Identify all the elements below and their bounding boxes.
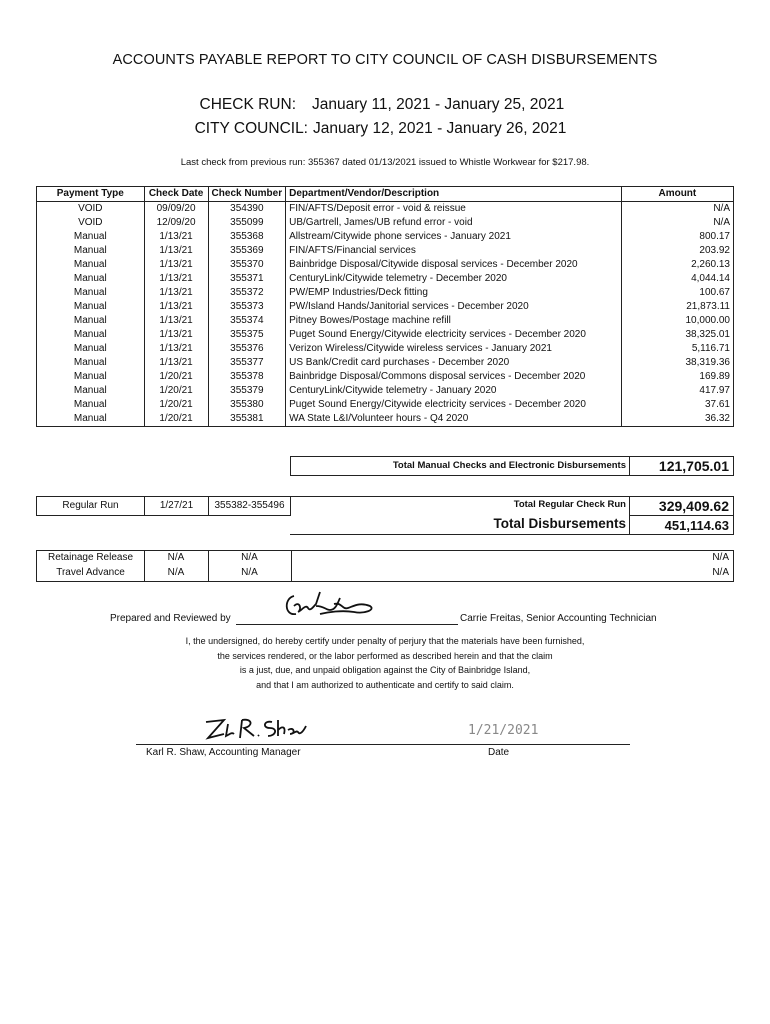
regular-run-range: 355382-355496 xyxy=(214,500,285,511)
payment-type-cell: Manual xyxy=(37,230,145,244)
regular-run-label: Total Regular Check Run xyxy=(513,499,626,510)
check-number-cell: 355381 xyxy=(208,412,286,427)
description-cell: Puget Sound Energy/Citywide electricity services - December 2020 xyxy=(286,398,622,412)
description-cell: Pitney Bowes/Postage machine refill xyxy=(286,314,622,328)
description-cell: FIN/AFTS/Deposit error - void & reissue xyxy=(286,202,622,217)
description-cell: CenturyLink/Citywide telemetry - December 2020 xyxy=(286,272,622,286)
check-date-cell: 1/20/21 xyxy=(144,384,208,398)
payment-type-cell: Manual xyxy=(37,314,145,328)
description-cell: Allstream/Citywide phone services - January 2021 xyxy=(286,230,622,244)
city-council-line xyxy=(0,120,770,140)
table-row xyxy=(37,342,734,356)
check-date-cell: 1/13/21 xyxy=(144,244,208,258)
retainage-number: N/A xyxy=(241,552,258,563)
travel-date: N/A xyxy=(167,567,185,578)
payment-type-cell: Manual xyxy=(37,412,145,427)
payment-type-cell: Manual xyxy=(37,356,145,370)
header-check-date: Check Date xyxy=(144,187,208,202)
certification-line: I, the undersigned, do hereby certify under penalty of perjury that the materials have been furnished, xyxy=(185,636,585,646)
check-date-cell: 1/13/21 xyxy=(144,258,208,272)
certification-line: and that I am authorized to authenticate and certify to said claim. xyxy=(256,679,514,690)
total-manual-label: Total Manual Checks and Electronic Disbursements xyxy=(392,460,626,471)
table-row xyxy=(37,258,734,272)
travel-type: Travel Advance xyxy=(56,567,125,578)
certification-text xyxy=(0,634,770,692)
check-number-cell: 355370 xyxy=(208,258,286,272)
regular-run-label-box xyxy=(290,496,630,516)
header-amount: Amount xyxy=(621,187,733,202)
city-council-label: CITY COUNCIL: xyxy=(194,120,308,137)
preparer-signature xyxy=(280,588,380,624)
check-number-cell: 355377 xyxy=(208,356,286,370)
payment-type-cell: Manual xyxy=(37,300,145,314)
check-date-cell: 1/13/21 xyxy=(144,272,208,286)
certification-line: the services rendered, or the labor performed as described herein and that the claim xyxy=(217,650,553,661)
amount-cell: 21,873.11 xyxy=(621,300,733,314)
regular-run-amount-box xyxy=(629,496,734,516)
regular-run-range-box xyxy=(208,496,291,516)
date-label: Date xyxy=(488,747,510,758)
payment-type-cell: Manual xyxy=(37,370,145,384)
table-row xyxy=(37,384,734,398)
regular-run-date-box xyxy=(144,496,209,516)
retainage-date: N/A xyxy=(167,552,185,563)
total-disbursements-amount-box xyxy=(629,515,734,535)
check-run-line xyxy=(0,96,770,116)
manager-signature-line xyxy=(136,744,630,745)
payment-type-cell: VOID xyxy=(37,216,145,230)
check-number-cell: 355099 xyxy=(208,216,286,230)
regular-run-type-box xyxy=(36,496,145,516)
check-number-cell: 355378 xyxy=(208,370,286,384)
description-cell: Verizon Wireless/Citywide wireless services - January 2021 xyxy=(286,342,622,356)
description-cell: PW/Island Hands/Janitorial services - December 2020 xyxy=(286,300,622,314)
check-number-cell: 355379 xyxy=(208,384,286,398)
table-row xyxy=(37,314,734,328)
check-date-cell: 1/20/21 xyxy=(144,398,208,412)
check-number-cell: 355373 xyxy=(208,300,286,314)
amount-cell: 37.61 xyxy=(621,398,733,412)
description-cell: UB/Gartrell, James/UB refund error - void xyxy=(286,216,622,230)
table-row xyxy=(37,230,734,244)
description-cell: PW/EMP Industries/Deck fitting xyxy=(286,286,622,300)
payment-type-cell: Manual xyxy=(37,258,145,272)
amount-cell: N/A xyxy=(621,202,733,217)
amount-cell: 2,260.13 xyxy=(621,258,733,272)
check-date-cell: 12/09/20 xyxy=(144,216,208,230)
check-date-cell: 1/20/21 xyxy=(144,370,208,384)
disbursement-table xyxy=(36,186,734,427)
amount-cell: 417.97 xyxy=(621,384,733,398)
description-cell: CenturyLink/Citywide telemetry - January 2020 xyxy=(286,384,622,398)
amount-cell: 800.17 xyxy=(621,230,733,244)
payment-type-cell: Manual xyxy=(37,328,145,342)
check-date-cell: 1/13/21 xyxy=(144,342,208,356)
payment-type-cell: VOID xyxy=(37,202,145,217)
payment-type-cell: Manual xyxy=(37,398,145,412)
amount-cell: 38,319.36 xyxy=(621,356,733,370)
payment-type-cell: Manual xyxy=(37,384,145,398)
prepared-name: Carrie Freitas, Senior Accounting Technician xyxy=(460,613,657,624)
description-cell: FIN/AFTS/Financial services xyxy=(286,244,622,258)
amount-cell: 38,325.01 xyxy=(621,328,733,342)
check-date-cell: 1/13/21 xyxy=(144,230,208,244)
amount-cell: 100.67 xyxy=(621,286,733,300)
manager-name: Karl R. Shaw, Accounting Manager xyxy=(146,747,301,758)
total-disbursements-amount: 451,114.63 xyxy=(664,518,729,533)
amount-cell: N/A xyxy=(621,216,733,230)
check-number-cell: 355368 xyxy=(208,230,286,244)
city-council-value: January 12, 2021 - January 26, 2021 xyxy=(313,120,567,137)
header-description: Department/Vendor/Description xyxy=(286,187,622,202)
description-cell: Puget Sound Energy/Citywide electricity services - December 2020 xyxy=(286,328,622,342)
check-number-cell: 355375 xyxy=(208,328,286,342)
table-row xyxy=(37,398,734,412)
check-date-cell: 1/20/21 xyxy=(144,412,208,427)
signature-date: 1/21/2021 xyxy=(468,723,539,738)
total-manual-amount-box xyxy=(629,456,734,476)
amount-cell: 169.89 xyxy=(621,370,733,384)
check-number-cell: 355380 xyxy=(208,398,286,412)
total-disbursements-label: Total Disbursements xyxy=(493,516,626,531)
amount-cell: 5,116.71 xyxy=(621,342,733,356)
table-row xyxy=(37,272,734,286)
table-row xyxy=(37,300,734,314)
travel-number: N/A xyxy=(241,567,258,578)
total-manual-amount: 121,705.01 xyxy=(658,458,729,474)
total-disbursements-label-box xyxy=(290,515,630,535)
payment-type-cell: Manual xyxy=(37,244,145,258)
check-number-cell: 355372 xyxy=(208,286,286,300)
check-number-cell: 355371 xyxy=(208,272,286,286)
check-number-cell: 355374 xyxy=(208,314,286,328)
payment-type-cell: Manual xyxy=(37,272,145,286)
check-date-cell: 1/13/21 xyxy=(144,300,208,314)
amount-cell: 203.92 xyxy=(621,244,733,258)
check-date-cell: 1/13/21 xyxy=(144,314,208,328)
check-date-cell: 09/09/20 xyxy=(144,202,208,217)
table-row xyxy=(37,216,734,230)
payment-type-cell: Manual xyxy=(37,342,145,356)
table-row xyxy=(37,356,734,370)
check-number-cell: 355369 xyxy=(208,244,286,258)
description-cell: Bainbridge Disposal/Citywide disposal services - December 2020 xyxy=(286,258,622,272)
table-row xyxy=(37,370,734,384)
description-cell: US Bank/Credit card purchases - December 2020 xyxy=(286,356,622,370)
header-payment-type: Payment Type xyxy=(37,187,145,202)
table-row xyxy=(37,328,734,342)
amount-cell: 36.32 xyxy=(621,412,733,427)
report-title: ACCOUNTS PAYABLE REPORT TO CITY COUNCIL OF CASH DISBURSEMENTS xyxy=(112,52,658,68)
check-run-label: CHECK RUN: xyxy=(199,96,296,113)
retainage-amount: N/A xyxy=(712,552,729,563)
amount-cell: 4,044.14 xyxy=(621,272,733,286)
payment-type-cell: Manual xyxy=(37,286,145,300)
manager-signature xyxy=(198,712,318,744)
total-manual-label-box xyxy=(290,456,630,476)
check-date-cell: 1/13/21 xyxy=(144,356,208,370)
regular-run-type: Regular Run xyxy=(62,500,119,511)
table-row xyxy=(37,412,734,427)
table-header-row xyxy=(37,187,734,202)
check-date-cell: 1/13/21 xyxy=(144,286,208,300)
prepared-label: Prepared and Reviewed by xyxy=(110,613,231,624)
table-row xyxy=(37,286,734,300)
check-date-cell: 1/13/21 xyxy=(144,328,208,342)
retainage-type: Retainage Release xyxy=(47,552,134,563)
other-disbursements-box xyxy=(36,550,734,582)
check-run-value: January 11, 2021 - January 25, 2021 xyxy=(312,96,565,113)
header-check-number: Check Number xyxy=(208,187,286,202)
check-number-cell: 354390 xyxy=(208,202,286,217)
regular-run-amount: 329,409.62 xyxy=(658,498,729,514)
description-cell: Bainbridge Disposal/Commons disposal services - December 2020 xyxy=(286,370,622,384)
regular-run-date: 1/27/21 xyxy=(159,500,194,511)
travel-amount: N/A xyxy=(712,567,729,578)
certification-line: is a just, due, and unpaid obligation against the City of Bainbridge Island, xyxy=(239,665,531,675)
prepared-signature-line xyxy=(236,624,458,625)
table-row xyxy=(37,202,734,217)
table-row xyxy=(37,244,734,258)
description-cell: WA State L&I/Volunteer hours - Q4 2020 xyxy=(286,412,622,427)
amount-cell: 10,000.00 xyxy=(621,314,733,328)
last-check-note: Last check from previous run: 355367 dated 01/13/2021 issued to Whistle Workwear for $217.98. xyxy=(180,157,590,168)
check-number-cell: 355376 xyxy=(208,342,286,356)
